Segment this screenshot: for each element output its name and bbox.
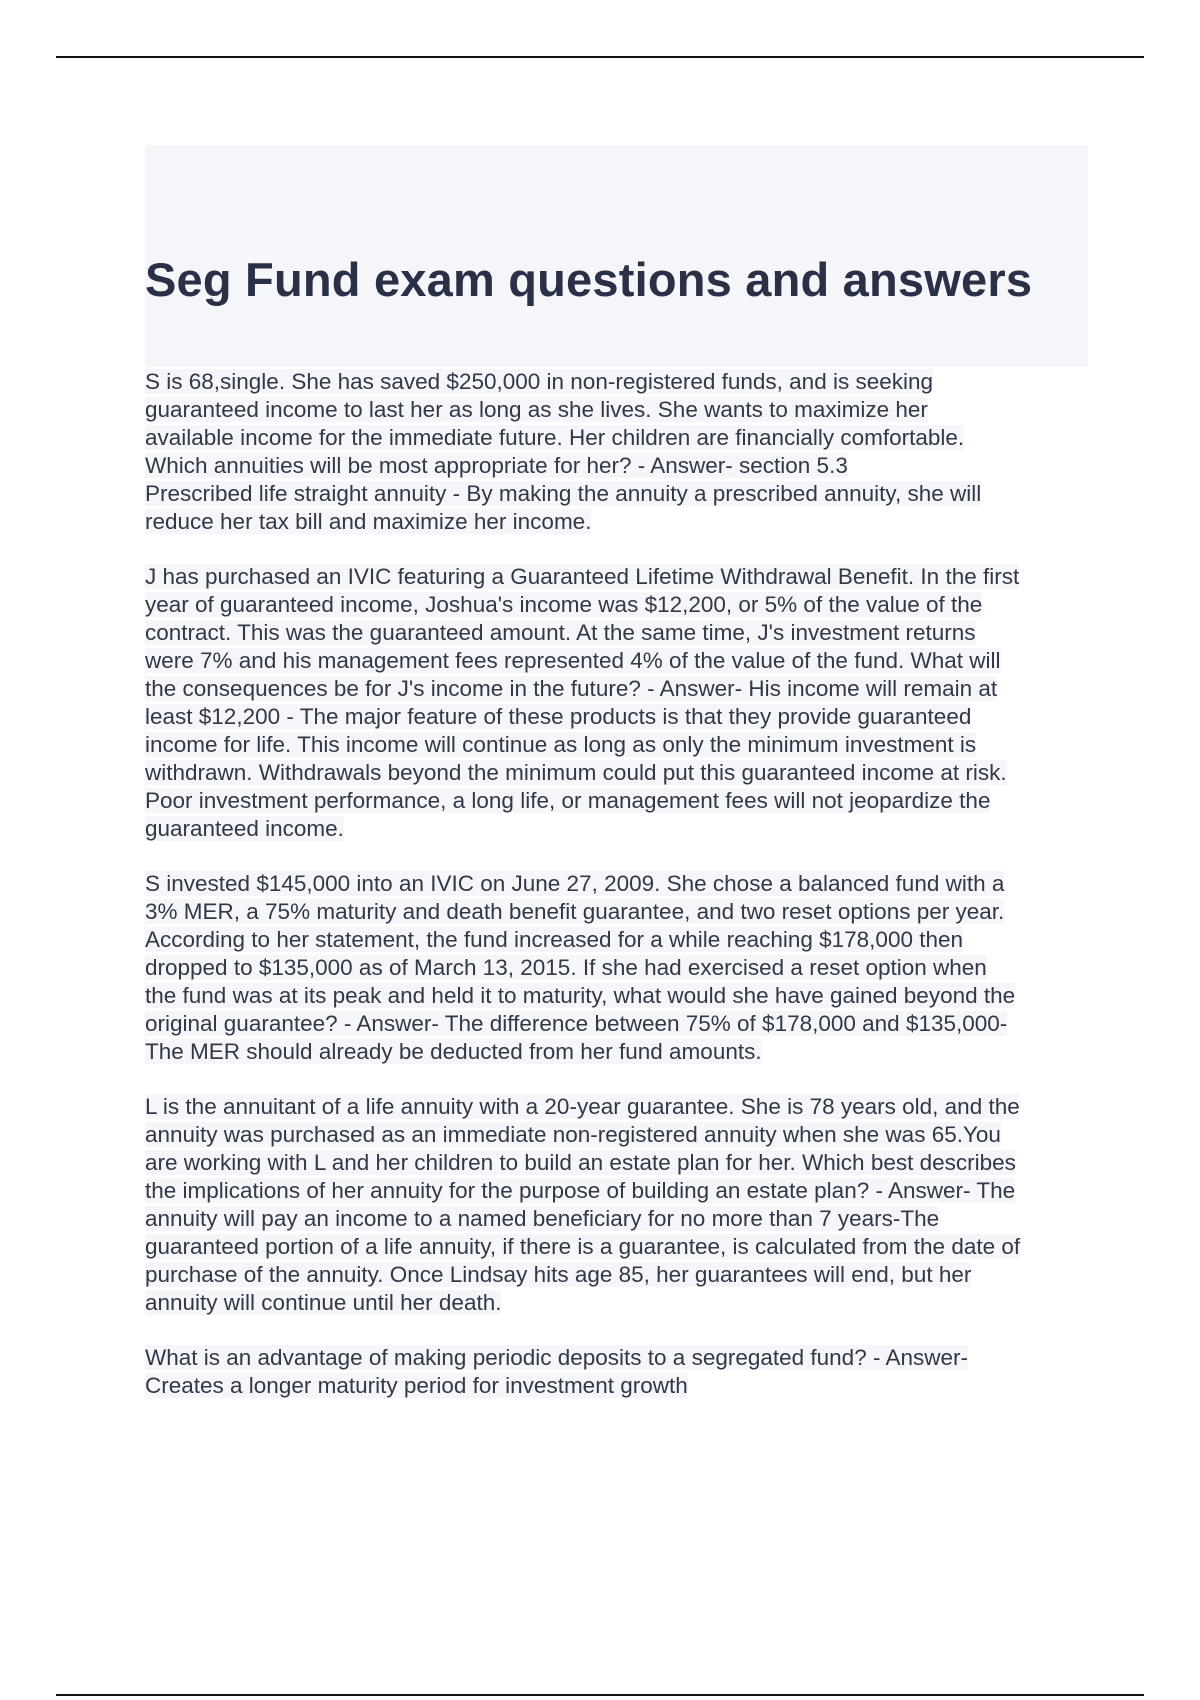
text-line: dropped to $135,000 as of March 13, 2015. If she had exercised a reset option when	[145, 955, 987, 980]
text-line: year of guaranteed income, Joshua's income was $12,200, or 5% of the value of the	[145, 592, 983, 617]
text-line: guaranteed income to last her as long as she lives. She wants to maximize her	[145, 397, 928, 422]
text-line: According to her statement, the fund increased for a while reaching $178,000 then	[145, 927, 964, 952]
text-line: annuity will continue until her death.	[145, 1290, 502, 1315]
qa-entry	[145, 563, 1093, 843]
text-line: purchase of the annuity. Once Lindsay hits age 85, her guarantees will end, but her	[145, 1262, 972, 1287]
text-line: guaranteed income.	[145, 816, 344, 841]
text-line: reduce her tax bill and maximize her income.	[145, 509, 592, 534]
text-line: S is 68,single. She has saved $250,000 in non-registered funds, and is seeking	[145, 369, 934, 394]
qa-entry	[145, 1344, 1093, 1400]
text-line: income for life. This income will continue as long as only the minimum investment is	[145, 732, 977, 757]
text-line: the consequences be for J's income in the future? - Answer- His income will remain at	[145, 676, 998, 701]
text-line: L is the annuitant of a life annuity with a 20-year guarantee. She is 78 years old, and the	[145, 1094, 1020, 1119]
text-line: S invested $145,000 into an IVIC on June 27, 2009. She chose a balanced fund with a	[145, 871, 1005, 896]
bottom-rule	[56, 1694, 1144, 1696]
text-line: the fund was at its peak and held it to maturity, what would she have gained beyond the	[145, 983, 1016, 1008]
text-line: 3% MER, a 75% maturity and death benefit guarantee, and two reset options per year.	[145, 899, 1005, 924]
qa-entry	[145, 870, 1093, 1066]
text-line: are working with L and her children to build an estate plan for her. Which best describes	[145, 1150, 1016, 1175]
text-line: least $12,200 - The major feature of these products is that they provide guaranteed	[145, 704, 972, 729]
top-rule	[56, 56, 1144, 58]
text-line: annuity will pay an income to a named beneficiary for no more than 7 years-The	[145, 1206, 940, 1231]
text-line: Prescribed life straight annuity - By making the annuity a prescribed annuity, she will	[145, 481, 982, 506]
document-body	[145, 368, 1093, 1427]
text-line: available income for the immediate future. Her children are financially comfortable.	[145, 425, 965, 450]
text-line: Creates a longer maturity period for investment growth	[145, 1373, 688, 1398]
text-line: were 7% and his management fees represented 4% of the value of the fund. What will	[145, 648, 1001, 673]
text-line: J has purchased an IVIC featuring a Guaranteed Lifetime Withdrawal Benefit. In the first	[145, 564, 1020, 589]
text-line: Which annuities will be most appropriate for her? - Answer- section 5.3	[145, 453, 848, 478]
text-line: original guarantee? - Answer- The difference between 75% of $178,000 and $135,000-	[145, 1011, 1008, 1036]
text-line: Poor investment performance, a long life, or management fees will not jeopardize the	[145, 788, 991, 813]
text-line: withdrawn. Withdrawals beyond the minimum could put this guaranteed income at risk.	[145, 760, 1007, 785]
text-line: the implications of her annuity for the purpose of building an estate plan? - Answer- The	[145, 1178, 1016, 1203]
text-line: guaranteed portion of a life annuity, if there is a guarantee, is calculated from the date of	[145, 1234, 1021, 1259]
qa-entry	[145, 1093, 1093, 1317]
qa-entry	[145, 368, 1093, 536]
text-line: contract. This was the guaranteed amount. At the same time, J's investment returns	[145, 620, 976, 645]
text-line: The MER should already be deducted from her fund amounts.	[145, 1039, 762, 1064]
text-line: What is an advantage of making periodic deposits to a segregated fund? - Answer-	[145, 1345, 968, 1370]
text-line: annuity was purchased as an immediate non-registered annuity when she was 65.You	[145, 1122, 1001, 1147]
page-title: Seg Fund exam questions and answers	[145, 253, 1033, 306]
